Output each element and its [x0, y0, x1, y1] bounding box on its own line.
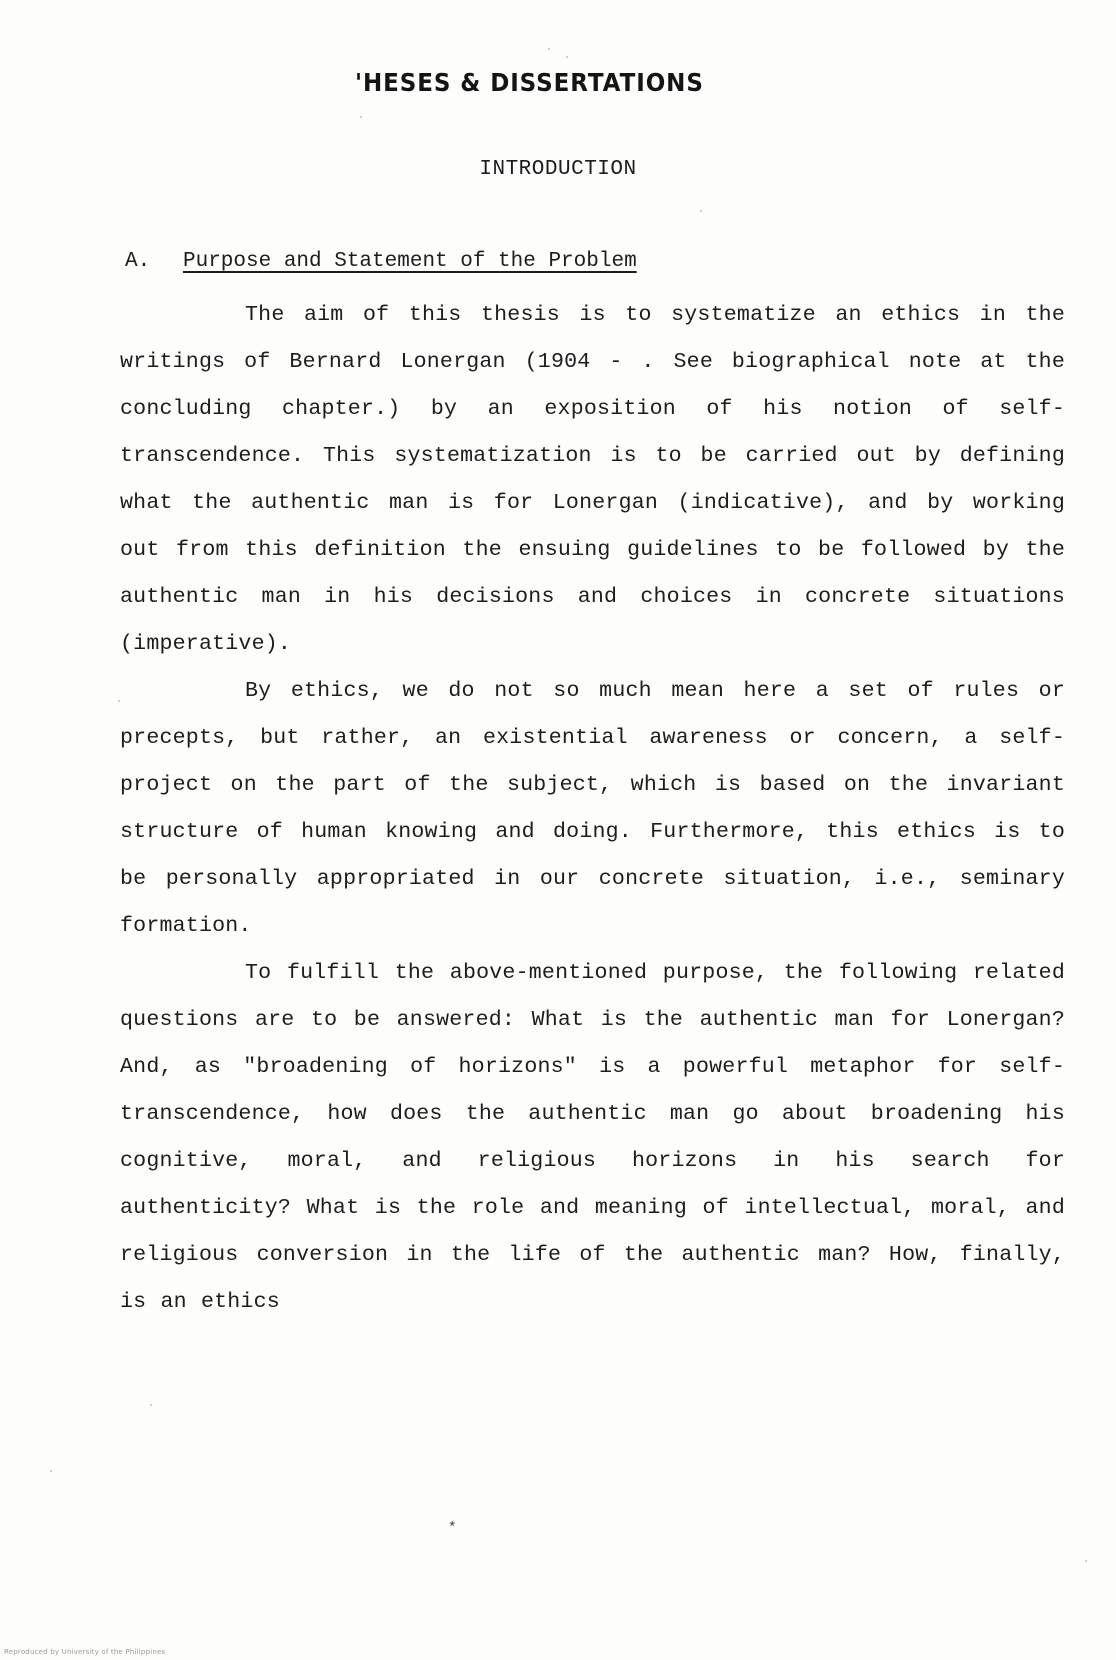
section-number: A. [125, 250, 151, 273]
scan-speck [700, 210, 702, 212]
section-title: Purpose and Statement of the Problem [183, 250, 637, 273]
section-heading [125, 250, 637, 273]
scan-speck [566, 56, 568, 58]
scan-speck [360, 116, 362, 118]
scan-speck [548, 48, 550, 50]
body-text [120, 292, 1065, 1326]
paragraph: To fulfill the above-mentioned purpose, the following related questions are to be answered: What is the authentic man for Lonergan? And, as "broadening of horizons" is a powerful metaphor for self-transcendence, how does the authentic man go about broadening his cognitive, moral, and religious horizons in his search for authenticity? What is the role and meaning of intellectual, moral, and religious conversion in the life of the authentic man? How, finally, is an ethics [120, 961, 1065, 1314]
page-heading: INTRODUCTION [479, 158, 637, 181]
paragraph: The aim of this thesis is to systematize an ethics in the writings of Bernard Lonergan (1904 - . See biographical note at the concluding chapter.) by an exposition of his notion of self-transcendence. This systematization is to be carried out by defining what the authentic man is for Lonergan (indicative), and by working out from this definition the ensuing guidelines to be followed by the authentic man in his decisions and choices in concrete situations (imperative). [120, 303, 1065, 656]
paragraph: By ethics, we do not so much mean here a set of rules or precepts, but rather, an existential awareness or concern, a self-project on the part of the subject, which is based on the invariant structure of human knowing and doing. Furthermore, this ethics is to be personally appropriated in our concrete situation, i.e., seminary formation. [120, 679, 1065, 938]
theses-dissertations-stamp: 'HESES & DISSERTATIONS [355, 68, 704, 97]
footer-note: Reproduced by University of the Philippines [4, 1648, 166, 1656]
scan-speck [118, 700, 120, 702]
scan-speck [150, 1404, 152, 1406]
scan-speck [1085, 1560, 1087, 1562]
scan-speck [50, 1470, 52, 1472]
page-mark: * [448, 1520, 457, 1536]
